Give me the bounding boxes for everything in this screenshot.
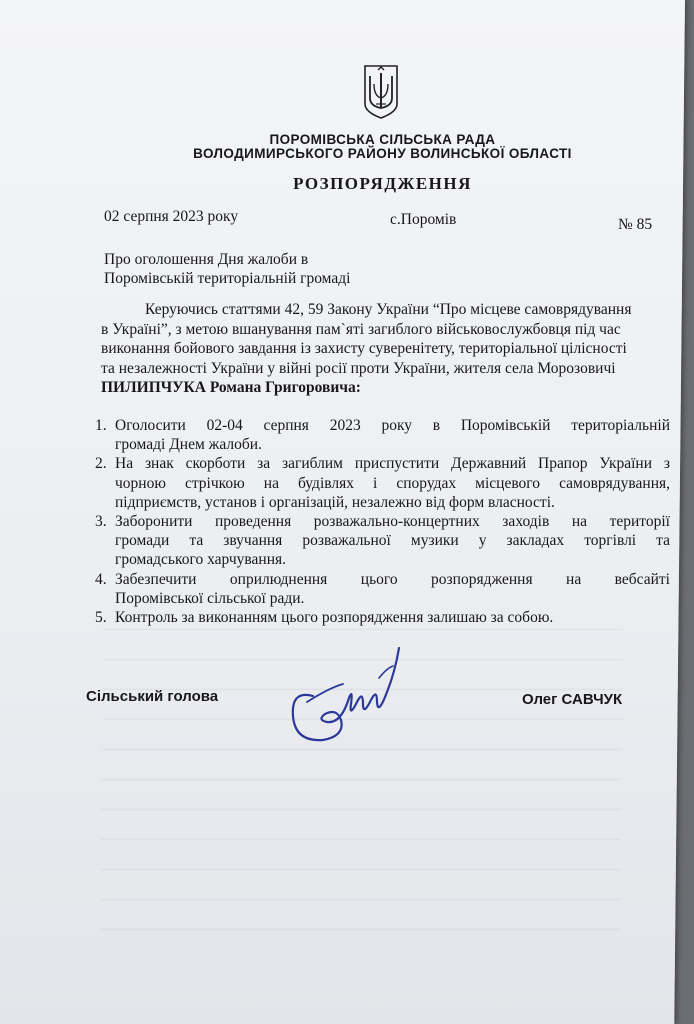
preamble-line: в Україні”, з метою вшанування пам`яті загиблого військовослужбовця під час [101, 320, 621, 338]
council-name: ПОРОМІВСЬКА СІЛЬСЬКА РАДА [269, 132, 496, 147]
item-number: 2. [95, 455, 107, 473]
item-number: 5. [95, 609, 107, 627]
preamble-paragraph [101, 300, 661, 398]
item-line: підприємств, установ і організацій, незалежно від форм власності. [115, 493, 555, 511]
item-line: громаді Днем жалоби. [115, 436, 262, 454]
deceased-name: ПИЛИПЧУКА Романа Григоровича [101, 379, 356, 397]
document-date: 02 серпня 2023 року [104, 208, 239, 225]
preamble-line: Керуючись статтями 42, 59 Закону України “Про місцеве самоврядування [145, 301, 632, 318]
item-line: чорною стрічкою на будівлях і спорудах місцевого самоврядування, [115, 474, 670, 492]
colon: : [355, 379, 361, 397]
item-line: Забезпечити оприлюднення цього розпорядження на вебсайті [115, 570, 670, 588]
document-place: с.Поромів [390, 211, 457, 228]
list-item [95, 608, 670, 627]
council-district: ВОЛОДИМИРСЬКОГО РАЙОНУ ВОЛИНСЬКОЇ ОБЛАСТІ [193, 146, 572, 161]
preamble-line: та незалежності України у війні росії проти України, жителя села Морозовичі [101, 359, 616, 377]
signatory-name: Олег САВЧУК [522, 691, 623, 708]
item-line: Заборонити проведення розважально-концертних заходів на території [115, 513, 670, 531]
list-item [95, 416, 670, 454]
item-line: Контроль за виконанням цього розпорядження залишаю за собою. [115, 609, 554, 627]
preamble-line: виконання бойового завдання із захисту суверенітету, територіальної цілісності [101, 340, 627, 358]
list-item [95, 570, 670, 608]
subject-line: Про оголошення Дня жалоби в [104, 251, 309, 268]
list-item [95, 512, 670, 570]
item-number: 4. [95, 570, 107, 588]
item-number: 3. [95, 513, 107, 531]
preamble-line-name [101, 378, 661, 398]
trident-emblem-icon [362, 64, 400, 120]
item-line: Оголосити 02-04 серпня 2023 року в Поромівській територіальній [115, 417, 670, 434]
item-line: громадського харчування. [115, 551, 286, 569]
signatory-position: Сільський голова [86, 688, 219, 705]
item-number: 1. [95, 417, 107, 434]
item-line: На знак скорботи за загиблим приспустити Державний Прапор України з [115, 455, 670, 473]
document-subject [104, 250, 350, 288]
document-type-title: РОЗПОРЯДЖЕННЯ [293, 174, 472, 193]
order-items-list [95, 416, 670, 627]
subject-line: Поромівській територіальній громаді [104, 270, 351, 287]
handwritten-signature [283, 638, 413, 758]
document-number: № 85 [618, 216, 653, 233]
list-item [95, 454, 670, 512]
item-line: Поромівської сільської ради. [115, 589, 305, 607]
item-line: громади та звучання розважальної музики у закладах торгівлі та [115, 532, 670, 550]
